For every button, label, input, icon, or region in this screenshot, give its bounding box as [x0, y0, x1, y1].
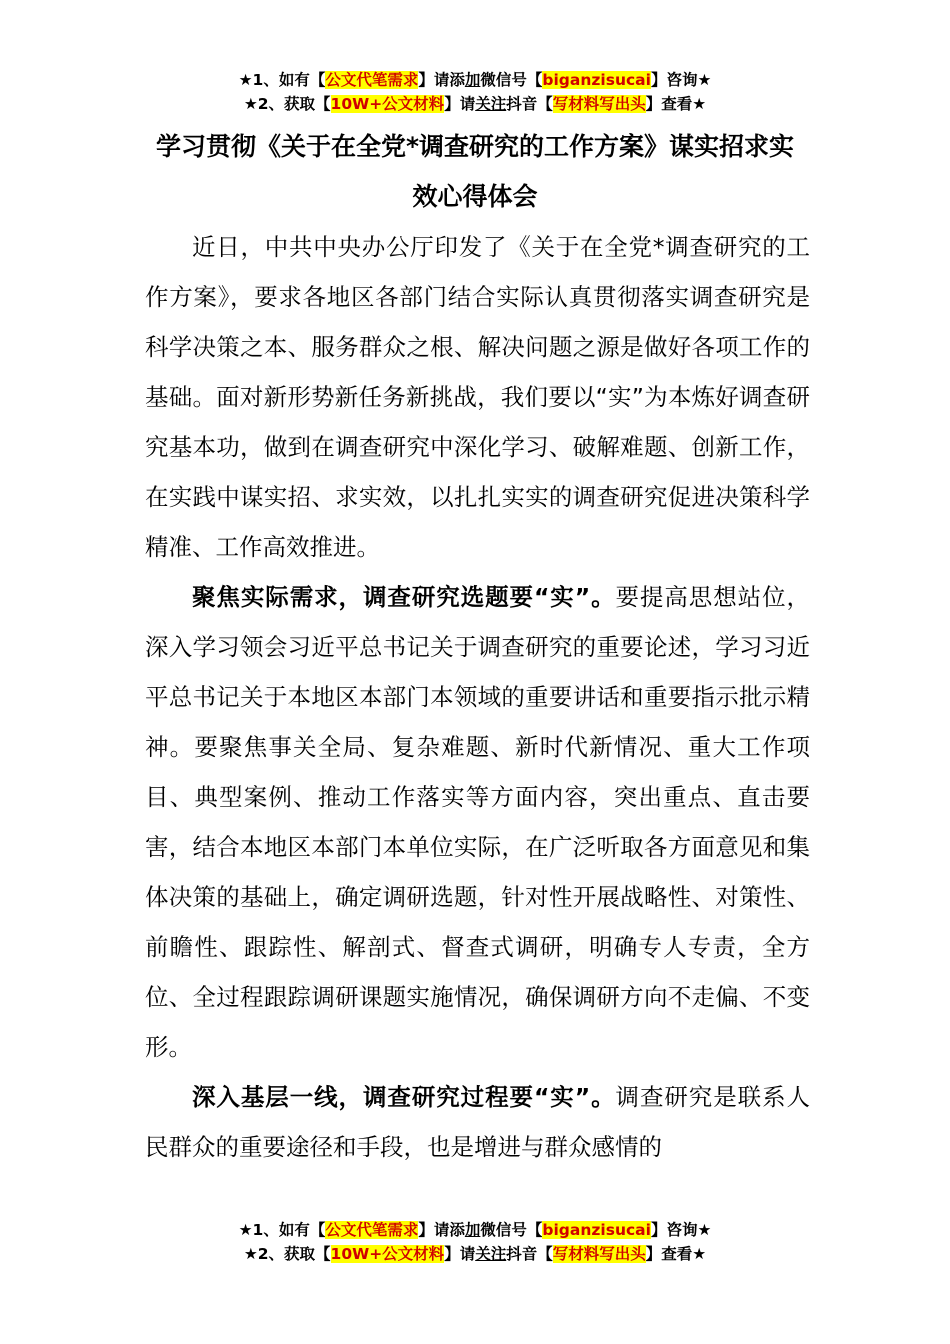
banner-highlight: 公文代笔需求	[325, 1221, 419, 1239]
paragraph-lead: 深入基层一线，调查研究过程要“实”。	[192, 1083, 616, 1111]
banner-text: ★2、获取【	[243, 1245, 331, 1263]
banner-line-2	[0, 92, 950, 116]
banner-highlight-douyin: 写材料写出头	[552, 1245, 646, 1263]
paragraph-text: 近日，中共中央办公厅印发了《关于在全党*调查研究的工作方案》，要求各地区各部门结合实际认真贯彻落实调查研究是科学决策之本、服务群众之根、解决问题之源是做好各项工作的基础。面对新形势新任务新挑战，我们要以“实”为本炼好调查研究基本功，做到在调查研究中深化学习、破解难题、创新工作，在实践中谋实招、求实效，以扎扎实实的调查研究促进决策科学精准、工作高效推进。	[145, 233, 810, 561]
banner-text: 】请添	[418, 1221, 465, 1239]
paragraph-text: 调查研究是联系人民群众的重要途径和手段，也是增进与群众感情的	[145, 1083, 811, 1161]
banner-text: 】请	[444, 1245, 476, 1263]
banner-underline: 关注	[475, 1245, 507, 1263]
banner-text: 】请	[444, 95, 476, 113]
banner-highlight-wechat: biganzisucai	[542, 1221, 651, 1239]
banner-highlight: 公文代笔需求	[325, 71, 419, 89]
banner-highlight: 10W+公文材料	[330, 95, 445, 113]
title-line-1: 学习贯彻《关于在全党*调查研究的工作方案》谋实招求实	[155, 132, 795, 161]
banner-line-2	[0, 1242, 950, 1266]
banner-line-1	[0, 68, 950, 92]
footer-banner	[0, 1218, 950, 1266]
banner-text: ★1、如有【	[238, 1221, 326, 1239]
banner-highlight-douyin: 写材料写出头	[552, 95, 646, 113]
paragraph-topic-selection	[145, 572, 810, 1072]
banner-text: 】请添	[418, 71, 465, 89]
banner-text: 抖音【	[506, 95, 553, 113]
banner-underline: 加	[464, 1221, 481, 1239]
paragraph-intro	[145, 222, 810, 572]
document-title	[130, 122, 820, 222]
title-line-2: 效心得体会	[412, 182, 538, 211]
banner-underline: 加	[464, 71, 481, 89]
banner-highlight: 10W+公文材料	[330, 1245, 445, 1263]
banner-text: 】咨询★	[650, 71, 712, 89]
banner-text: ★2、获取【	[243, 95, 331, 113]
banner-text: 微信号【	[480, 1221, 543, 1239]
banner-underline: 关注	[475, 95, 507, 113]
banner-text: 抖音【	[506, 1245, 553, 1263]
banner-line-1	[0, 1218, 950, 1242]
paragraph-grassroots	[145, 1072, 810, 1172]
banner-text: 】查看★	[645, 1245, 707, 1263]
banner-text: 】查看★	[645, 95, 707, 113]
paragraph-text: 要提高思想站位，深入学习领会习近平总书记关于调查研究的重要论述，学习习近平总书记关于本地区本部门本领域的重要讲话和重要指示批示精神。要聚焦事关全局、复杂难题、新时代新情况、重大工作项目、典型案例、推动工作落实等方面内容，突出重点、直击要害，结合本地区本部门本单位实际，在广泛听取各方面意见和集体决策的基础上，确定调研选题，针对性开展战略性、对策性、前瞻性、跟踪性、解剖式、督查式调研，明确专人专责，全方位、全过程跟踪调研课题实施情况，确保调研方向不走偏、不变形。	[145, 583, 811, 1061]
banner-text: 微信号【	[480, 71, 543, 89]
header-banner	[0, 68, 950, 116]
document-body	[145, 222, 810, 1172]
paragraph-lead: 聚焦实际需求，调查研究选题要“实”。	[192, 583, 616, 611]
banner-highlight-wechat: biganzisucai	[542, 71, 651, 89]
banner-text: ★1、如有【	[238, 71, 326, 89]
banner-text: 】咨询★	[650, 1221, 712, 1239]
